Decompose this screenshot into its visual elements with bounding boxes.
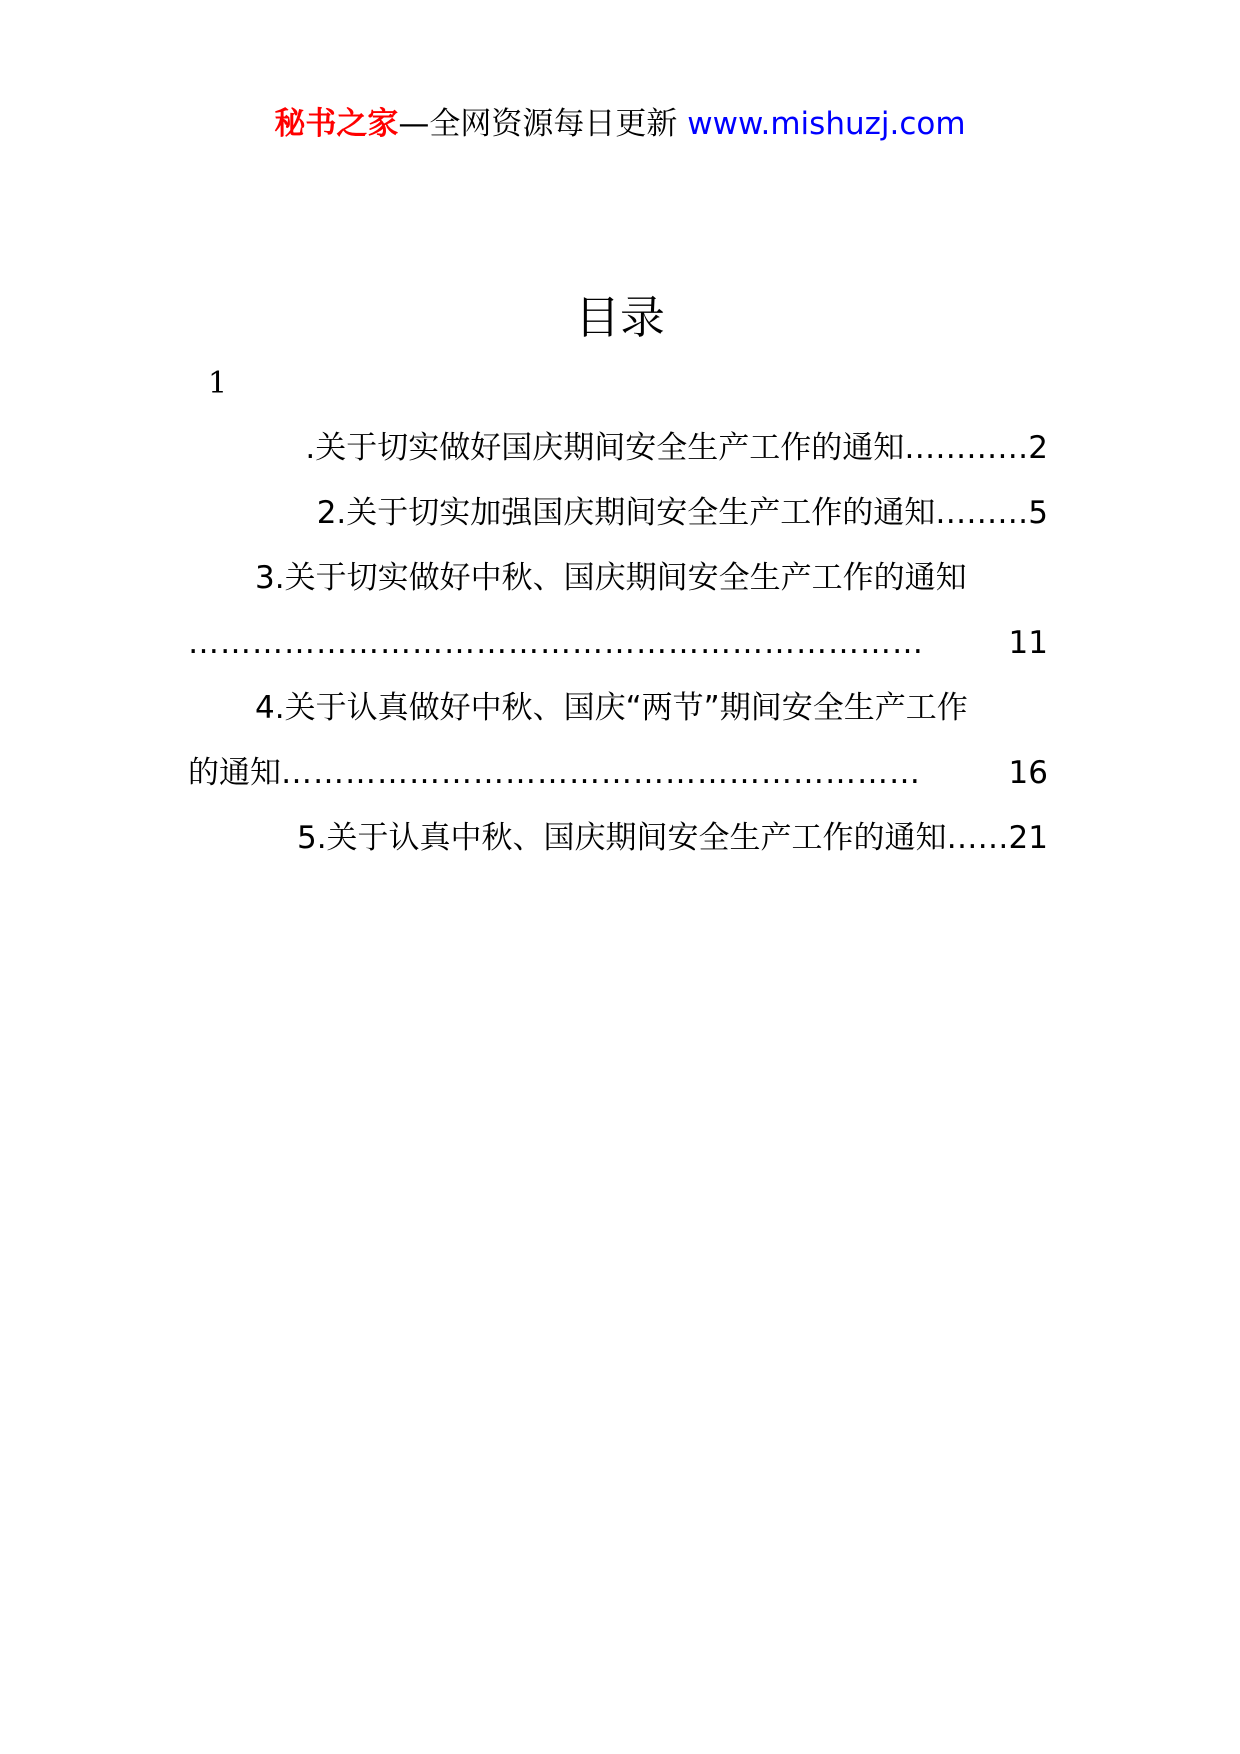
toc-item-1-page: 2: [1028, 430, 1048, 466]
toc-item-5[interactable]: [297, 818, 1048, 858]
toc-item-4-line-2[interactable]: [188, 753, 1048, 793]
toc-item-2-leader: ………: [935, 495, 1029, 531]
toc-item-2[interactable]: [317, 493, 1048, 533]
site-header: [0, 104, 1240, 144]
toc-item-4-leader: ……………………………………………………: [281, 755, 921, 791]
toc-item-3-leader: ……………………………………………………………: [188, 625, 924, 661]
toc-item-2-page: 5: [1028, 495, 1048, 531]
toc-item-3-page: 11: [1008, 625, 1048, 661]
footnote-marker: 1: [208, 366, 228, 401]
toc-item-5-leader: ……: [946, 820, 1009, 856]
toc-item-1-leader: …………: [904, 430, 1029, 466]
site-url-link[interactable]: www.mishuzj.com: [687, 106, 966, 142]
toc-item-4-title-end: 的通知: [188, 755, 281, 791]
toc-item-3-line-2[interactable]: [188, 623, 1048, 663]
toc-item-1-title: .关于切实做好国庆期间安全生产工作的通知: [305, 430, 905, 466]
header-tagline: —全网资源每日更新: [398, 106, 678, 142]
toc-item-1[interactable]: [305, 428, 1048, 468]
toc-item-4-page: 16: [1008, 755, 1048, 791]
page-title: 目录: [574, 291, 665, 344]
toc-item-4-line-1[interactable]: 4.关于认真做好中秋、国庆“两节”期间安全生产工作: [255, 690, 968, 726]
toc-item-2-title: 2.关于切实加强国庆期间安全生产工作的通知: [316, 495, 936, 531]
brand-name: 秘书之家: [274, 106, 399, 142]
toc-item-5-page: 21: [1008, 820, 1048, 856]
toc-item-3-line-1[interactable]: 3.关于切实做好中秋、国庆期间安全生产工作的通知: [255, 560, 967, 596]
toc-item-5-title: 5.关于认真中秋、国庆期间安全生产工作的通知: [296, 820, 947, 856]
